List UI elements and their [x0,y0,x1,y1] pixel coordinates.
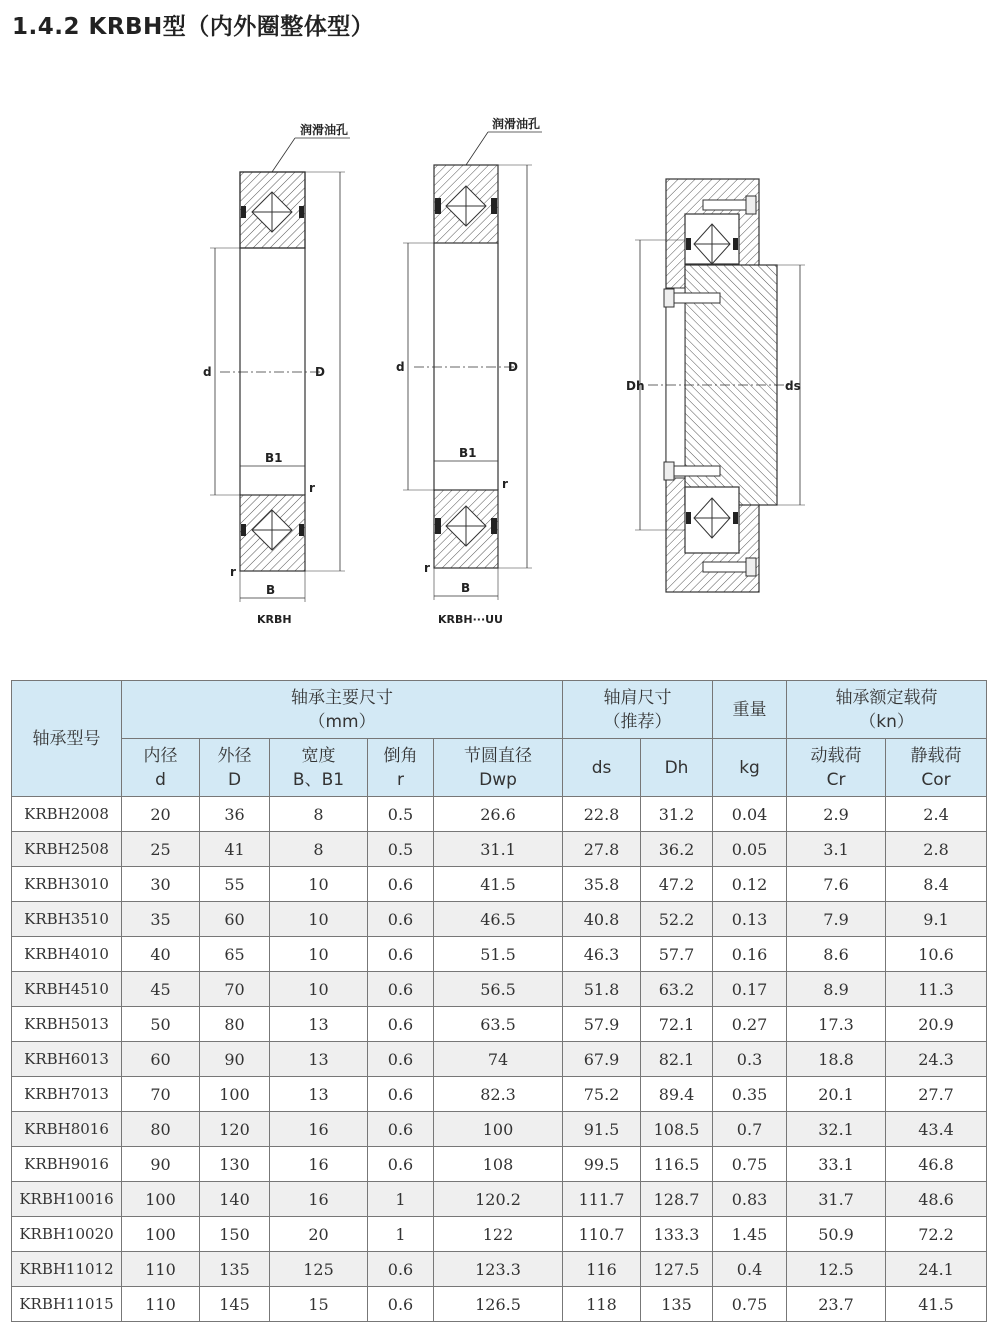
dim-B-label-2: B [461,581,471,595]
caption-krbh: KRBH [257,613,292,626]
cell-dh: 82.1 [641,1042,713,1077]
cell-chamfer-r: 0.6 [368,1077,434,1112]
dim-Dh-label: Dh [626,379,645,393]
cell-outer-D: 60 [200,902,270,937]
cell-dynamic-cr: 2.9 [787,797,886,832]
cell-ds: 75.2 [563,1077,641,1112]
cell-chamfer-r: 1 [368,1182,434,1217]
cell-pitch-dwp: 123.3 [434,1252,563,1287]
cell-static-cor: 20.9 [886,1007,987,1042]
cell-chamfer-r: 0.5 [368,797,434,832]
table-row [12,1217,987,1252]
cell-model: KRBH11015 [12,1287,122,1322]
cell-chamfer-r: 0.5 [368,832,434,867]
dim-r-label-1a: r [309,481,315,495]
cell-outer-D: 41 [200,832,270,867]
header-load-label: 轴承额定载荷 [835,687,938,708]
header-dyn-label: 动载荷 [810,745,862,766]
cell-ds: 57.9 [563,1007,641,1042]
cell-weight-kg: 0.7 [713,1112,787,1147]
cell-model: KRBH7013 [12,1077,122,1112]
cell-outer-D: 55 [200,867,270,902]
cell-pitch-dwp: 41.5 [434,867,563,902]
header-load [787,681,987,739]
cell-static-cor: 8.4 [886,867,987,902]
cell-inner-d: 50 [122,1007,200,1042]
cell-static-cor: 24.3 [886,1042,987,1077]
cell-weight-kg: 0.75 [713,1147,787,1182]
cell-width-B: 20 [270,1217,368,1252]
dim-d-label-1: d [203,365,212,379]
cell-static-cor: 43.4 [886,1112,987,1147]
cell-dynamic-cr: 32.1 [787,1112,886,1147]
cell-width-B: 13 [270,1007,368,1042]
cell-model: KRBH6013 [12,1042,122,1077]
dim-r-label-1b: r [230,565,236,579]
cell-width-B: 125 [270,1252,368,1287]
cell-outer-D: 120 [200,1112,270,1147]
cell-static-cor: 46.8 [886,1147,987,1182]
cell-chamfer-r: 0.6 [368,1147,434,1182]
header-ds: ds [563,739,641,797]
cell-weight-kg: 0.17 [713,972,787,1007]
cell-weight-kg: 0.05 [713,832,787,867]
header-chamfer-label: 倒角 [383,745,418,766]
cell-weight-kg: 0.27 [713,1007,787,1042]
dim-B1-label-1: B1 [265,451,283,465]
cell-ds: 111.7 [563,1182,641,1217]
cell-width-B: 10 [270,937,368,972]
cell-inner-d: 30 [122,867,200,902]
cell-chamfer-r: 1 [368,1217,434,1252]
header-model: 轴承型号 [12,681,122,797]
cell-model: KRBH2508 [12,832,122,867]
header-load-unit: （kn） [859,711,914,732]
table-row [12,902,987,937]
cell-weight-kg: 0.04 [713,797,787,832]
cell-inner-d: 70 [122,1077,200,1112]
header-main-dims-label: 轴承主要尺寸 [291,687,394,708]
table-row [12,832,987,867]
cell-model: KRBH4010 [12,937,122,972]
cell-dh: 52.2 [641,902,713,937]
cell-dynamic-cr: 12.5 [787,1252,886,1287]
cell-dynamic-cr: 50.9 [787,1217,886,1252]
table-row [12,1042,987,1077]
header-shoulder-note: （推荐） [603,711,672,732]
cell-dh: 127.5 [641,1252,713,1287]
table-row [12,1147,987,1182]
cell-pitch-dwp: 56.5 [434,972,563,1007]
cell-pitch-dwp: 46.5 [434,902,563,937]
caption-krbh-uu: KRBH···UU [438,613,503,626]
cell-dh: 133.3 [641,1217,713,1252]
spec-table-body [12,797,987,1322]
cell-pitch-dwp: 51.5 [434,937,563,972]
lube-hole-label-1: 润滑油孔 [300,123,349,137]
cell-ds: 35.8 [563,867,641,902]
dim-B1-label-2: B1 [459,446,477,460]
cell-inner-d: 80 [122,1112,200,1147]
installation-section [635,179,805,592]
cell-outer-D: 130 [200,1147,270,1182]
table-row [12,1287,987,1322]
krbh-uu-section [403,132,542,600]
header-chamfer [368,739,434,797]
lube-hole-label-2: 润滑油孔 [492,117,541,131]
table-row [12,937,987,972]
cell-dh: 57.7 [641,937,713,972]
cell-static-cor: 11.3 [886,972,987,1007]
cell-dh: 128.7 [641,1182,713,1217]
table-row [12,1007,987,1042]
cell-ds: 116 [563,1252,641,1287]
header-outer-label: 外径 [217,745,252,766]
bearing-drawing [0,110,1000,640]
cell-width-B: 8 [270,832,368,867]
cell-width-B: 16 [270,1182,368,1217]
header-width-sym: B、B1 [292,769,345,790]
cell-dynamic-cr: 18.8 [787,1042,886,1077]
header-inner-sym: d [155,769,166,790]
cell-dh: 135 [641,1287,713,1322]
header-outer [200,739,270,797]
cell-outer-D: 65 [200,937,270,972]
cell-dynamic-cr: 7.6 [787,867,886,902]
table-row [12,867,987,902]
cell-chamfer-r: 0.6 [368,1287,434,1322]
cell-weight-kg: 0.3 [713,1042,787,1077]
cell-ds: 27.8 [563,832,641,867]
cell-dynamic-cr: 3.1 [787,832,886,867]
page-title: 1.4.2 KRBH型（内外圈整体型） [12,14,375,40]
header-stat-label: 静载荷 [910,745,962,766]
cell-chamfer-r: 0.6 [368,1252,434,1287]
cell-chamfer-r: 0.6 [368,937,434,972]
cell-pitch-dwp: 31.1 [434,832,563,867]
cell-dh: 72.1 [641,1007,713,1042]
table-row [12,1182,987,1217]
bearing-spec-table [11,680,987,1322]
header-pitch [434,739,563,797]
cell-ds: 118 [563,1287,641,1322]
dim-d-label-2: d [396,360,405,374]
cell-inner-d: 40 [122,937,200,972]
cell-weight-kg: 0.13 [713,902,787,937]
header-width-label: 宽度 [301,745,336,766]
dim-ds-label: ds [785,379,801,393]
cell-static-cor: 48.6 [886,1182,987,1217]
cell-dh: 116.5 [641,1147,713,1182]
header-stat [886,739,987,797]
cell-model: KRBH9016 [12,1147,122,1182]
cell-pitch-dwp: 82.3 [434,1077,563,1112]
cell-static-cor: 2.8 [886,832,987,867]
cell-inner-d: 100 [122,1217,200,1252]
cell-model: KRBH10016 [12,1182,122,1217]
table-row [12,1077,987,1112]
header-pitch-label: 节圆直径 [464,745,533,766]
cell-chamfer-r: 0.6 [368,972,434,1007]
cell-weight-kg: 0.4 [713,1252,787,1287]
cell-width-B: 10 [270,867,368,902]
cell-dh: 108.5 [641,1112,713,1147]
cell-weight-kg: 0.35 [713,1077,787,1112]
table-row [12,1112,987,1147]
header-main-dims [122,681,563,739]
cell-static-cor: 27.7 [886,1077,987,1112]
cell-width-B: 13 [270,1077,368,1112]
header-shoulder [563,681,713,739]
cell-ds: 46.3 [563,937,641,972]
cell-ds: 67.9 [563,1042,641,1077]
cell-model: KRBH4510 [12,972,122,1007]
cell-weight-kg: 0.83 [713,1182,787,1217]
header-shoulder-label: 轴肩尺寸 [603,687,672,708]
cell-ds: 22.8 [563,797,641,832]
dim-r-label-2b: r [424,561,430,575]
cell-outer-D: 135 [200,1252,270,1287]
cell-inner-d: 20 [122,797,200,832]
cell-ds: 99.5 [563,1147,641,1182]
header-inner [122,739,200,797]
cell-inner-d: 100 [122,1182,200,1217]
cell-ds: 40.8 [563,902,641,937]
dim-B-label-1: B [266,583,276,597]
cell-dh: 36.2 [641,832,713,867]
cell-width-B: 10 [270,902,368,937]
cell-inner-d: 90 [122,1147,200,1182]
cell-dh: 47.2 [641,867,713,902]
cell-width-B: 16 [270,1112,368,1147]
cell-ds: 91.5 [563,1112,641,1147]
cell-outer-D: 150 [200,1217,270,1252]
cell-chamfer-r: 0.6 [368,1112,434,1147]
cell-width-B: 16 [270,1147,368,1182]
cell-chamfer-r: 0.6 [368,1042,434,1077]
cell-model: KRBH3010 [12,867,122,902]
cell-weight-kg: 0.75 [713,1287,787,1322]
cell-dh: 31.2 [641,797,713,832]
cell-chamfer-r: 0.6 [368,902,434,937]
cell-static-cor: 24.1 [886,1252,987,1287]
cell-static-cor: 41.5 [886,1287,987,1322]
cell-width-B: 13 [270,1042,368,1077]
dim-r-label-2a: r [502,477,508,491]
cell-pitch-dwp: 122 [434,1217,563,1252]
header-dyn [787,739,886,797]
dim-D-label-2: D [508,360,518,374]
cell-model: KRBH8016 [12,1112,122,1147]
cell-inner-d: 45 [122,972,200,1007]
cell-pitch-dwp: 100 [434,1112,563,1147]
table-row [12,1252,987,1287]
cell-dynamic-cr: 8.6 [787,937,886,972]
cell-weight-kg: 0.16 [713,937,787,972]
cell-pitch-dwp: 108 [434,1147,563,1182]
cell-outer-D: 100 [200,1077,270,1112]
cell-dynamic-cr: 17.3 [787,1007,886,1042]
header-outer-sym: D [227,769,242,790]
cell-dynamic-cr: 33.1 [787,1147,886,1182]
header-dh: Dh [641,739,713,797]
cell-outer-D: 90 [200,1042,270,1077]
header-chamfer-sym: r [397,769,404,790]
table-row [12,797,987,832]
cell-inner-d: 60 [122,1042,200,1077]
table-row [12,972,987,1007]
cell-pitch-dwp: 120.2 [434,1182,563,1217]
cell-model: KRBH11012 [12,1252,122,1287]
cell-pitch-dwp: 26.6 [434,797,563,832]
krbh-section [210,138,350,602]
cell-outer-D: 36 [200,797,270,832]
cell-inner-d: 25 [122,832,200,867]
header-pitch-sym: Dwp [479,769,517,790]
cell-inner-d: 110 [122,1252,200,1287]
header-weight: 重量 [713,681,787,739]
cell-dynamic-cr: 7.9 [787,902,886,937]
header-main-dims-unit: （mm） [308,711,376,732]
cell-outer-D: 140 [200,1182,270,1217]
cell-dynamic-cr: 20.1 [787,1077,886,1112]
cell-ds: 110.7 [563,1217,641,1252]
cell-pitch-dwp: 126.5 [434,1287,563,1322]
header-inner-label: 内径 [143,745,178,766]
cell-outer-D: 80 [200,1007,270,1042]
cell-static-cor: 10.6 [886,937,987,972]
cell-dynamic-cr: 8.9 [787,972,886,1007]
cell-outer-D: 70 [200,972,270,1007]
cell-model: KRBH3510 [12,902,122,937]
cell-outer-D: 145 [200,1287,270,1322]
cell-model: KRBH2008 [12,797,122,832]
cell-model: KRBH10020 [12,1217,122,1252]
cell-width-B: 8 [270,797,368,832]
cell-dh: 89.4 [641,1077,713,1112]
header-dyn-sym: Cr [826,769,846,790]
cell-dynamic-cr: 31.7 [787,1182,886,1217]
cell-dh: 63.2 [641,972,713,1007]
cell-weight-kg: 0.12 [713,867,787,902]
cell-static-cor: 2.4 [886,797,987,832]
cell-inner-d: 35 [122,902,200,937]
dim-D-label-1: D [315,365,325,379]
cell-static-cor: 72.2 [886,1217,987,1252]
cell-pitch-dwp: 74 [434,1042,563,1077]
cell-model: KRBH5013 [12,1007,122,1042]
cell-dynamic-cr: 23.7 [787,1287,886,1322]
cell-width-B: 10 [270,972,368,1007]
cell-weight-kg: 1.45 [713,1217,787,1252]
cell-chamfer-r: 0.6 [368,1007,434,1042]
cell-inner-d: 110 [122,1287,200,1322]
header-stat-sym: Cor [921,769,951,790]
cell-static-cor: 9.1 [886,902,987,937]
header-kg: kg [713,739,787,797]
cell-width-B: 15 [270,1287,368,1322]
header-width [270,739,368,797]
cell-ds: 51.8 [563,972,641,1007]
cell-chamfer-r: 0.6 [368,867,434,902]
cell-pitch-dwp: 63.5 [434,1007,563,1042]
